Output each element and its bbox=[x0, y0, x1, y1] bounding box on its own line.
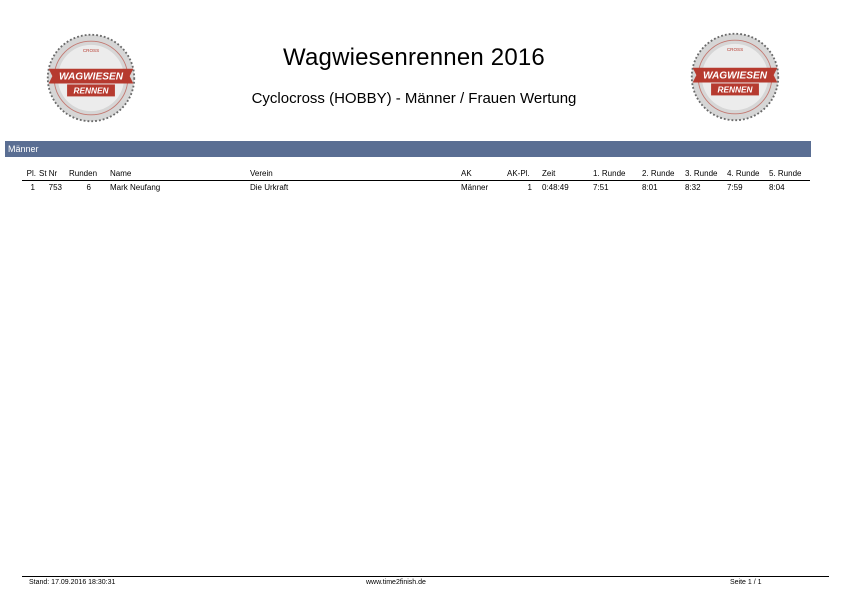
col-header-lap5: 5. Runde bbox=[769, 169, 802, 178]
section-header-maenner: Männer bbox=[5, 141, 811, 157]
event-logo-right bbox=[689, 31, 781, 123]
footer-page-number: Seite 1 / 1 bbox=[730, 579, 762, 586]
col-header-club: Verein bbox=[250, 169, 273, 178]
cell-time: 0:48:49 bbox=[542, 183, 569, 192]
col-header-name: Name bbox=[110, 169, 132, 178]
event-logo-left bbox=[45, 32, 137, 124]
page-title: Wagwiesenrennen 2016 bbox=[283, 44, 545, 71]
cell-lap4: 7:59 bbox=[727, 183, 743, 192]
cell-club: Die Urkraft bbox=[250, 183, 289, 192]
cell-laps: 6 bbox=[86, 183, 91, 192]
footer-website: www.time2finish.de bbox=[366, 579, 426, 586]
logo-ring-text: CROSS bbox=[726, 47, 744, 53]
logo-text-line2: RENNEN bbox=[73, 86, 109, 96]
logo-text-line1: WAGWIESEN bbox=[58, 71, 124, 83]
logo-text-line2: RENNEN bbox=[717, 85, 753, 95]
cell-lap5: 8:04 bbox=[769, 183, 785, 192]
cell-place: 1 bbox=[30, 183, 35, 192]
col-header-category-place: AK-Pl. bbox=[507, 169, 530, 178]
footer-stand: Stand: 17.09.2016 18:30:31 bbox=[29, 579, 116, 586]
cell-category-place: 1 bbox=[527, 183, 532, 192]
cell-lap2: 8:01 bbox=[642, 183, 658, 192]
cell-lap1: 7:51 bbox=[593, 183, 609, 192]
col-header-lap3: 3. Runde bbox=[685, 169, 718, 178]
col-header-place: Pl. bbox=[26, 169, 36, 178]
footer-divider bbox=[22, 576, 829, 577]
wagwiesen-logo bbox=[45, 32, 137, 124]
wagwiesen-logo bbox=[689, 31, 781, 123]
page-subtitle: Cyclocross (HOBBY) - Männer / Frauen Wertung bbox=[251, 90, 577, 107]
cell-bib: 753 bbox=[48, 183, 62, 192]
col-header-time: Zeit bbox=[542, 169, 556, 178]
header-divider bbox=[22, 180, 810, 181]
col-header-lap4: 4. Runde bbox=[727, 169, 760, 178]
col-header-category: AK bbox=[461, 169, 472, 178]
col-header-lap2: 2. Runde bbox=[642, 169, 675, 178]
col-header-lap1: 1. Runde bbox=[593, 169, 626, 178]
col-header-laps: Runden bbox=[69, 169, 98, 178]
cell-category: Männer bbox=[461, 183, 489, 192]
logo-ring-text: CROSS bbox=[82, 48, 100, 54]
col-header-bib: St Nr bbox=[39, 169, 58, 178]
cell-lap3: 8:32 bbox=[685, 183, 701, 192]
cell-name: Mark Neufang bbox=[110, 183, 161, 192]
logo-text-line1: WAGWIESEN bbox=[702, 70, 768, 82]
